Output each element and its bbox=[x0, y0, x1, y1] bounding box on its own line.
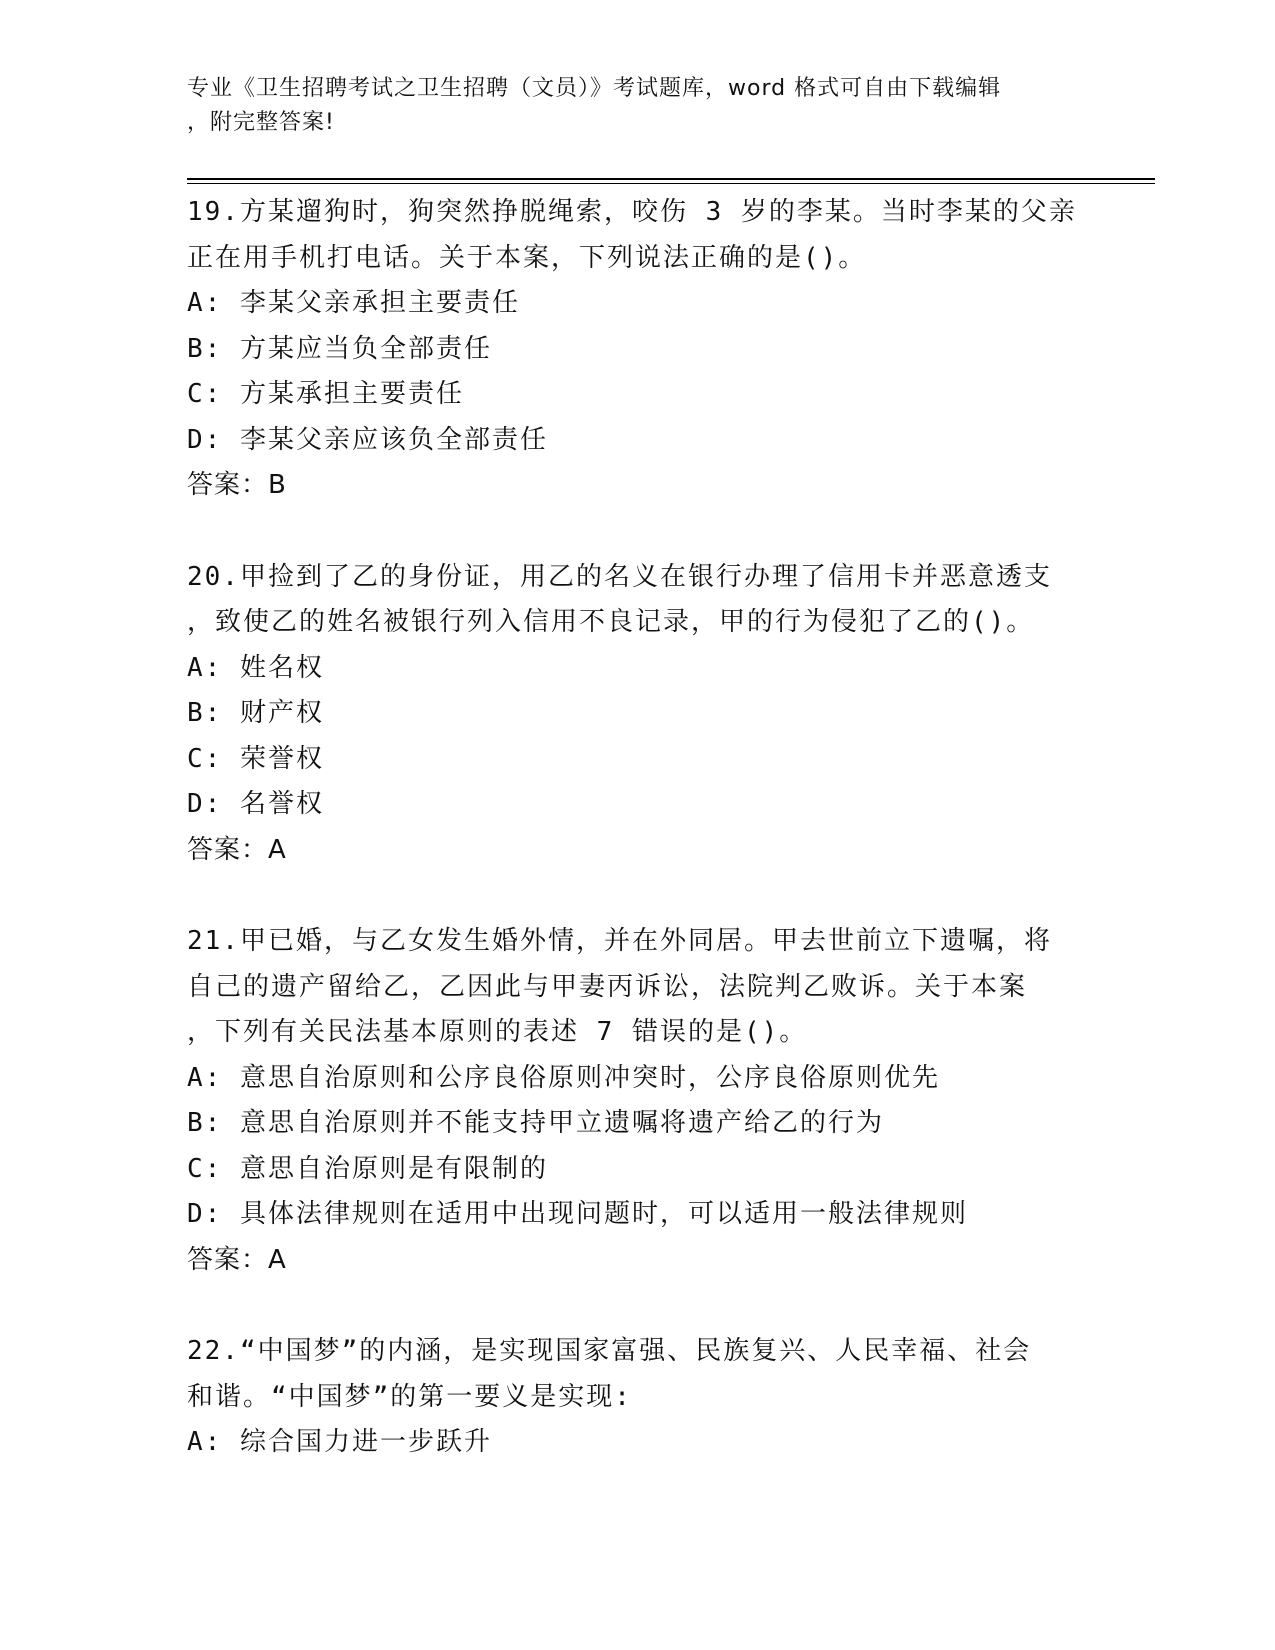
question-stem-line: 19.方某遛狗时，狗突然挣脱绳索，咬伤 3 岁的李某。当时李某的父亲 bbox=[187, 197, 1077, 227]
option-a: A: 综合国力进一步跃升 bbox=[187, 1427, 492, 1457]
question-stem-line: ，下列有关民法基本原则的表述 7 错误的是()。 bbox=[187, 1017, 808, 1047]
option-b: B: 方某应当负全部责任 bbox=[187, 333, 492, 364]
question-stem-line: 自己的遗产留给乙，乙因此与甲妻丙诉讼，法院判乙败诉。关于本案 bbox=[187, 971, 1028, 1002]
question-stem-line: 20.甲捡到了乙的身份证，用乙的名义在银行办理了信用卡并恶意透支 bbox=[187, 561, 1052, 592]
question-stem-line: ，致使乙的姓名被银行列入信用不良记录，甲的行为侵犯了乙的()。 bbox=[187, 607, 1035, 637]
option-a: A: 姓名权 bbox=[187, 652, 324, 683]
option-c: C: 荣誉权 bbox=[187, 743, 324, 774]
question-19 bbox=[187, 190, 1087, 509]
option-d: D: 具体法律规则在适用中出现问题时，可以适用一般法律规则 bbox=[187, 1199, 968, 1229]
question-stem-line: 22.“中国梦”的内涵，是实现国家富强、民族复兴、人民幸福、社会 bbox=[187, 1336, 1032, 1366]
header-line-2: ，附完整答案! bbox=[187, 110, 335, 135]
question-stem-line: 正在用手机打电话。关于本案，下列说法正确的是()。 bbox=[187, 242, 867, 273]
header-divider bbox=[187, 178, 1155, 184]
question-list bbox=[187, 190, 1087, 1512]
option-b: B: 财产权 bbox=[187, 698, 324, 728]
question-stem-line: 21.甲已婚，与乙女发生婚外情，并在外同居。甲去世前立下遗嘱，将 bbox=[187, 926, 1052, 956]
document-header bbox=[187, 72, 1087, 140]
header-line-1: 专业《卫生招聘考试之卫生招聘（文员）》考试题库，word 格式可自由下载编辑 bbox=[187, 76, 1002, 101]
question-22 bbox=[187, 1329, 1087, 1466]
option-d: D: 名誉权 bbox=[187, 789, 324, 819]
question-stem-line: 和谐。“中国梦”的第一要义是实现: bbox=[187, 1381, 632, 1412]
question-21 bbox=[187, 919, 1087, 1283]
option-c: C: 方某承担主要责任 bbox=[187, 379, 464, 409]
option-a: A: 李某父亲承担主要责任 bbox=[187, 288, 520, 318]
option-b: B: 意思自治原则并不能支持甲立遗嘱将遗产给乙的行为 bbox=[187, 1108, 884, 1138]
option-d: D: 李某父亲应该负全部责任 bbox=[187, 424, 548, 455]
answer-line: 答案：A bbox=[187, 1244, 287, 1275]
answer-line: 答案：B bbox=[187, 470, 287, 500]
answer-line: 答案：A bbox=[187, 834, 287, 865]
option-c: C: 意思自治原则是有限制的 bbox=[187, 1153, 548, 1184]
question-20 bbox=[187, 555, 1087, 874]
option-a: A: 意思自治原则和公序良俗原则冲突时，公序良俗原则优先 bbox=[187, 1062, 940, 1093]
